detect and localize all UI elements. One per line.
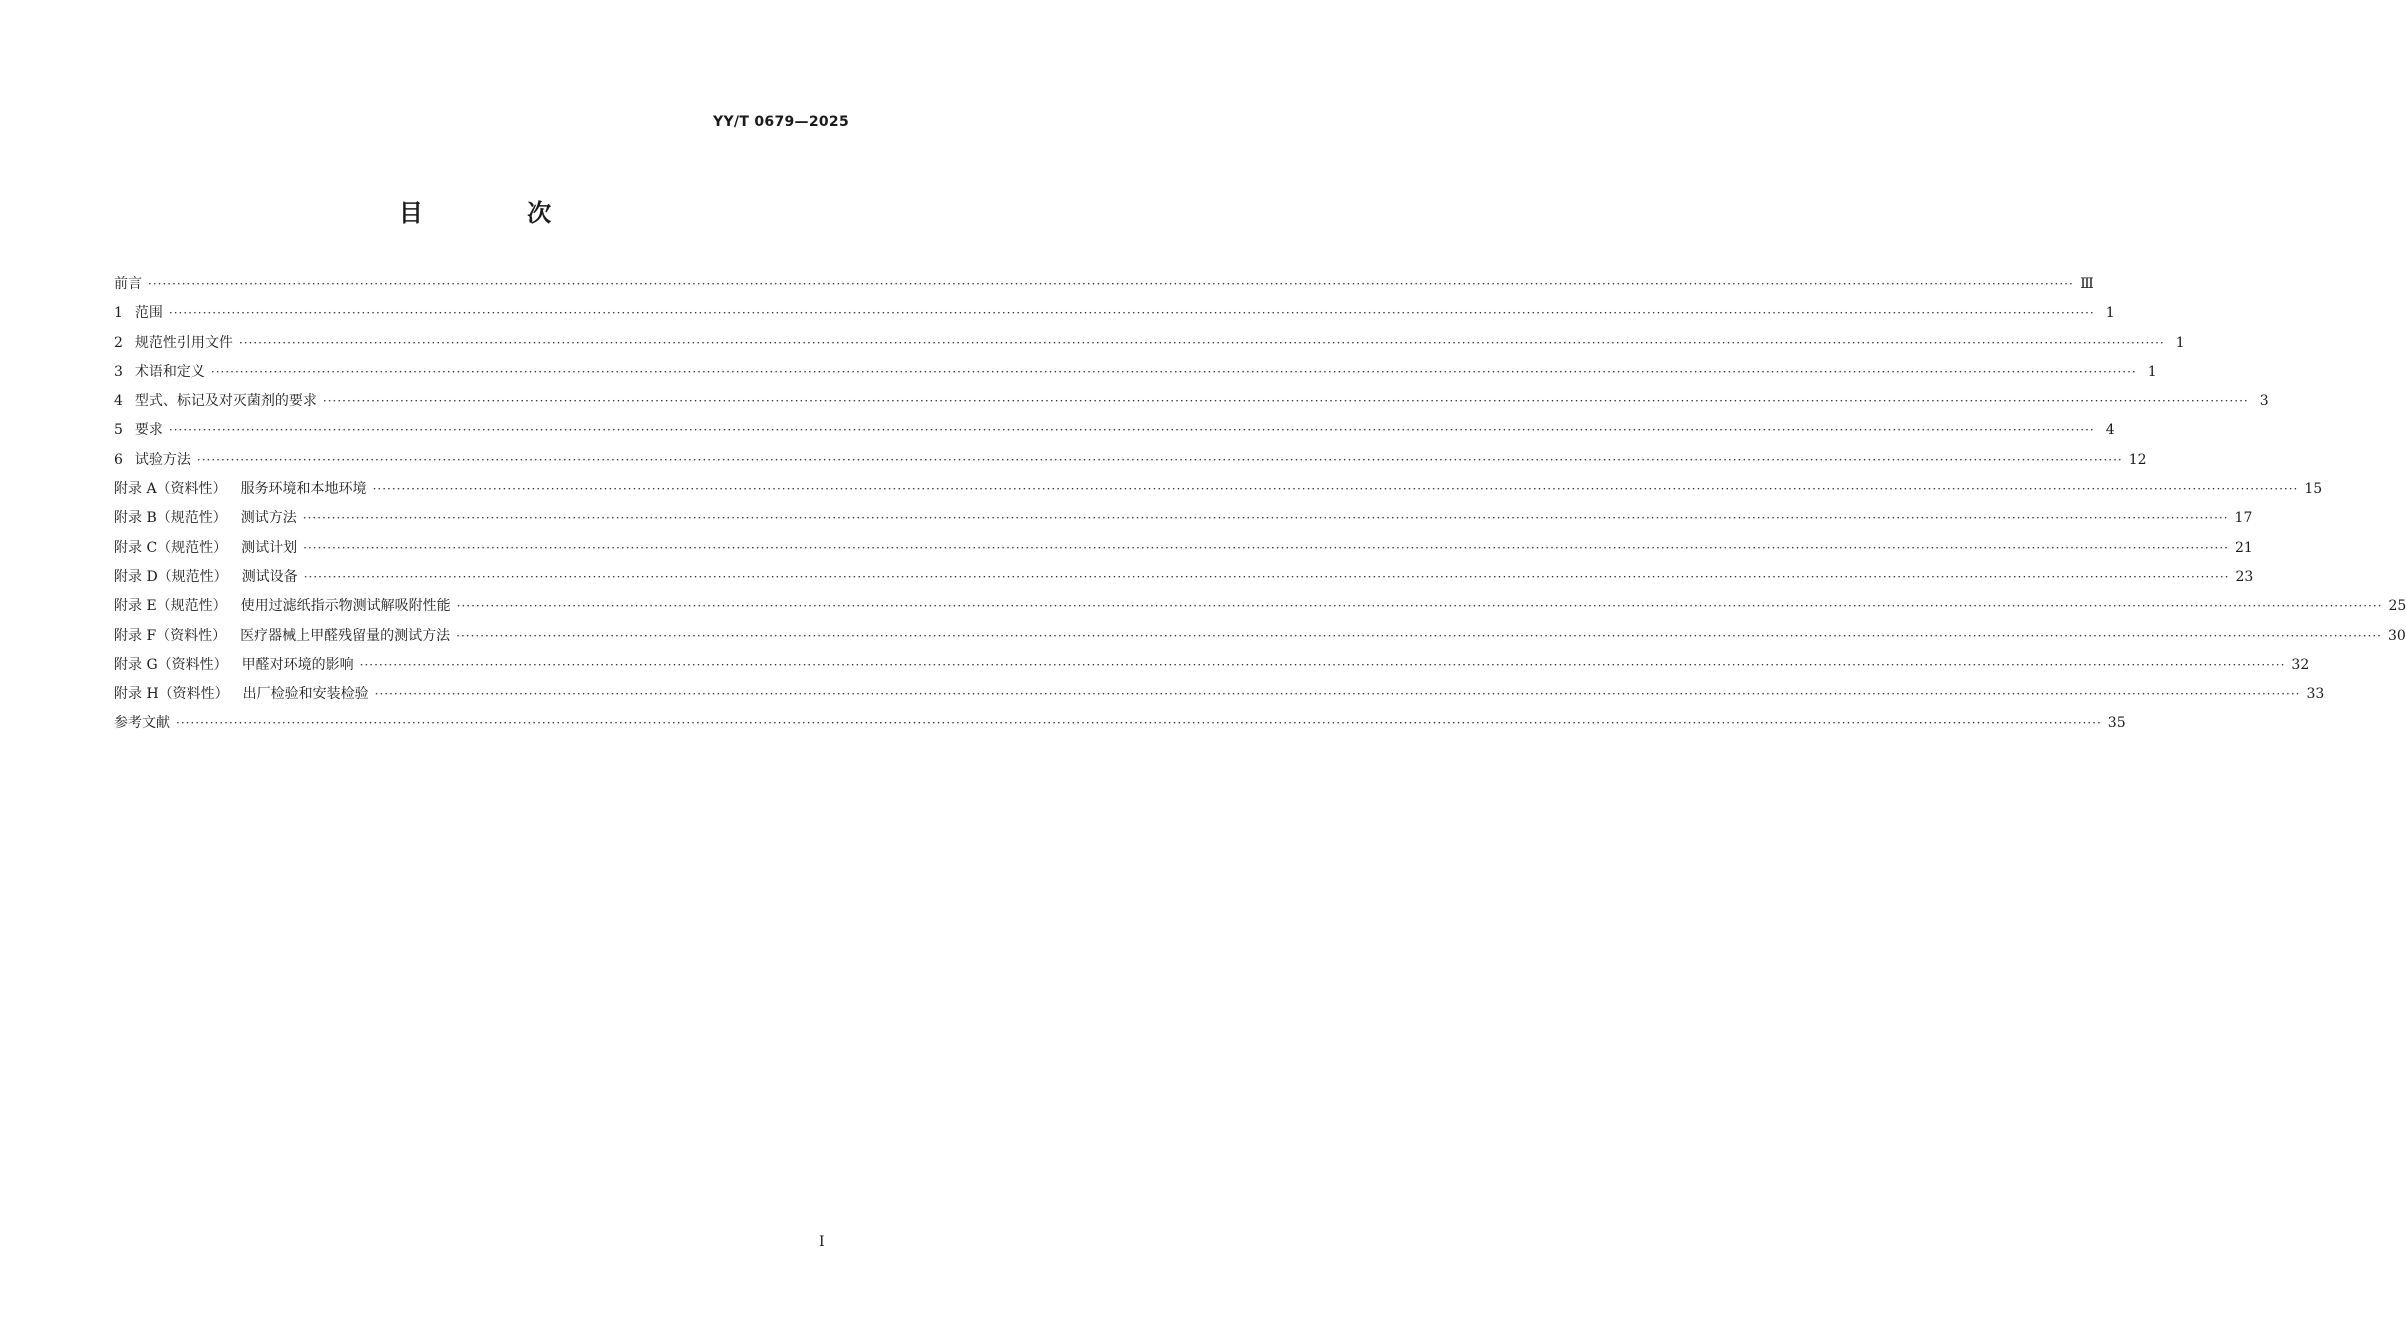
toc-entry[interactable] [114,651,2310,680]
toc-leader-dots: ················································································································································································································································································································································································································ [303,569,2230,584]
toc-leader-dots: ················································································································································································································································································································································································································ [372,482,2299,497]
toc-entry-label: 出厂检验和安装检验 [242,686,369,703]
toc-entry-page: 25 [2388,598,2406,615]
table-of-contents [114,270,2406,739]
toc-entry-page: 15 [2304,481,2323,498]
toc-entry[interactable] [114,358,2157,387]
toc-entry-number: 1 [114,305,123,322]
toc-leader-dots: ················································································································································································································································································································································································································ [168,423,2095,438]
toc-entry-page: 35 [2107,715,2126,732]
toc-entry-page: 30 [2387,627,2406,644]
toc-leader-dots: ················································································································································································································································································································································································································ [456,628,2382,643]
toc-entry[interactable] [114,592,2406,621]
toc-entry-annex: 附录 B（规范性） [114,510,227,527]
toc-entry-label: 参考文献 [114,715,170,732]
toc-entry-number: 2 [114,334,123,351]
toc-entry-page: Ⅲ [2080,276,2094,292]
toc-entry-label: 服务环境和本地环境 [240,481,367,498]
toc-leader-dots: ················································································································································································································································································································································································································ [456,599,2383,614]
toc-entry[interactable] [114,680,2325,709]
toc-entry-label: 范围 [134,305,163,322]
toc-entry[interactable] [114,416,2115,445]
toc-entry-page: 3 [2259,393,2269,410]
toc-leader-dots: ················································································································································································································································································································································································································ [322,394,2249,409]
toc-entry-annex: 附录 G（资料性） [114,656,228,673]
toc-leader-dots: ················································································································································································································································································································································································································ [148,277,2074,291]
toc-entry-label: 术语和定义 [134,363,205,380]
toc-entry-page: 17 [2234,510,2253,527]
toc-entry-label: 医疗器械上甲醛残留量的测试方法 [240,627,451,644]
toc-entry-page: 23 [2235,568,2254,585]
toc-entry-annex: 附录 D（规范性） [114,568,228,585]
toc-entry-label: 测试方法 [240,510,297,527]
toc-entry-page: 12 [2128,451,2147,468]
toc-entry[interactable] [114,299,2115,328]
toc-entry-annex: 附录 E（规范性） [114,598,227,615]
document-code: YY/T 0679—2025 [713,114,849,130]
toc-entry-label: 使用过滤纸指示物测试解吸附性能 [240,598,451,615]
toc-entry-page: 21 [2234,539,2253,556]
toc-entry-label: 前言 [114,276,142,292]
toc-entry-number: 4 [114,393,123,410]
toc-entry-page: 1 [2175,334,2185,351]
toc-entry[interactable] [114,270,2094,299]
toc-entry[interactable] [114,709,2126,738]
toc-leader-dots: ················································································································································································································································································································································································································ [238,335,2165,350]
toc-entry[interactable] [114,329,2185,358]
toc-entry-label: 规范性引用文件 [134,334,233,351]
toc-leader-dots: ················································································································································································································································································································································································································ [210,364,2137,379]
toc-entry-number: 3 [114,363,123,380]
toc-title: 目 次 [398,199,600,227]
toc-entry-page: 32 [2291,656,2310,673]
toc-entry[interactable] [114,534,2253,563]
toc-entry[interactable] [114,563,2254,592]
toc-entry-annex: 附录 C（规范性） [114,539,228,556]
toc-leader-dots: ················································································································································································································································································································································································································ [302,511,2229,526]
toc-entry-label: 要求 [134,422,163,439]
toc-leader-dots: ················································································································································································································································································································································································································ [196,452,2123,467]
toc-entry[interactable] [114,504,2253,533]
toc-entry-annex: 附录 H（资料性） [114,686,229,703]
toc-leader-dots: ················································································································································································································································································································································································································ [359,657,2286,672]
toc-entry-number: 6 [114,451,123,468]
toc-entry-annex: 附录 A（资料性） [114,481,227,498]
toc-entry[interactable] [114,387,2269,416]
toc-entry[interactable] [114,475,2323,504]
toc-entry-label: 测试计划 [241,539,298,556]
toc-entry[interactable] [114,622,2406,651]
toc-entry-label: 型式、标记及对灭菌剂的要求 [134,393,317,410]
toc-entry-page: 1 [2105,305,2115,322]
toc-leader-dots: ················································································································································································································································································································································································································ [303,540,2229,555]
toc-leader-dots: ················································································································································································································································································································································································································ [374,687,2301,702]
toc-entry-number: 5 [114,422,123,439]
toc-entry-page: 4 [2105,422,2115,439]
toc-entry-label: 甲醛对环境的影响 [241,656,354,673]
toc-entry-page: 33 [2306,686,2325,703]
toc-entry-annex: 附录 F（资料性） [114,627,227,644]
toc-entry-page: 1 [2147,363,2157,380]
toc-leader-dots: ················································································································································································································································································································································································································ [176,716,2102,731]
toc-leader-dots: ················································································································································································································································································································································································································ [168,306,2095,321]
page-number: I [819,1234,825,1250]
toc-entry-label: 试验方法 [134,451,191,468]
toc-entry-label: 测试设备 [241,568,298,585]
toc-entry[interactable] [114,446,2147,475]
